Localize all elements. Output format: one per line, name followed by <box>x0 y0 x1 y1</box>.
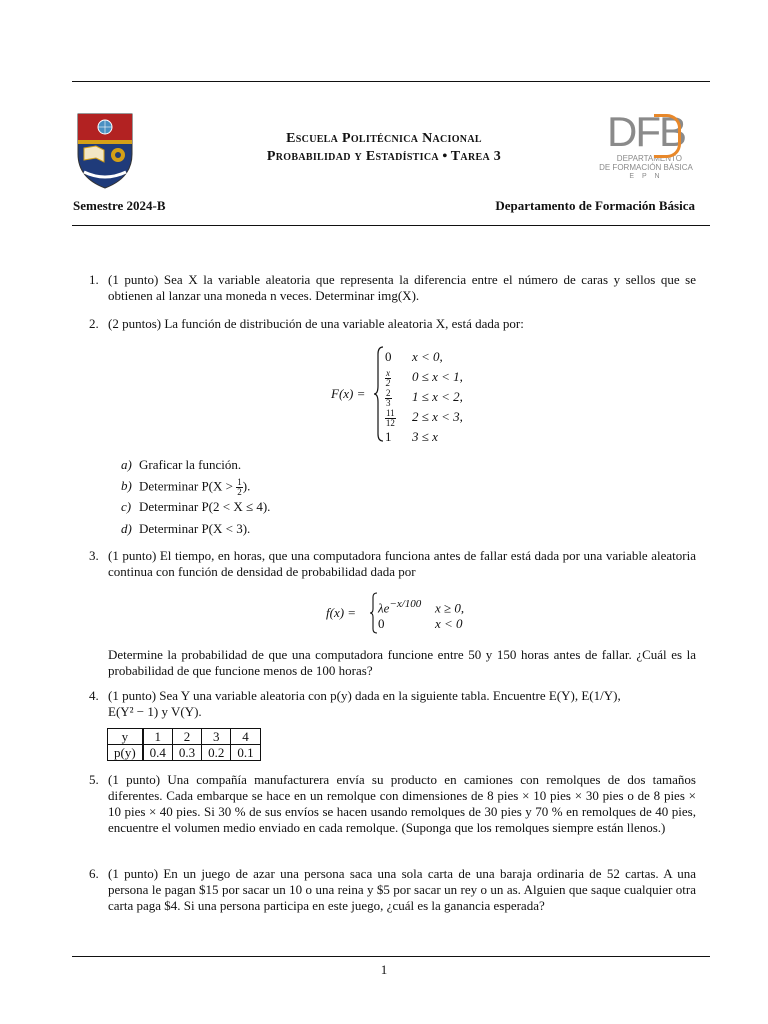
problem-5-text: (1 punto) Una compañía manufacturera envía su producto en camiones con remolques de dos tamaños diferentes. Cada embarque se hace en un remolque con dimensiones de 8 pies × 10 pies × 30 pies o de 8 pies × 10 pies × 40 pies. Si 30 % de sus envíos se hacen usando remolques de 30 pies y 70 % en remolques de 40 pies, encuentre el volumen medio enviado en cada remolque. (Suponga que los remolques siempre están llenos.) <box>108 772 696 835</box>
school-title: Escuela Politécnica Nacional <box>286 131 482 146</box>
page-number: 1 <box>380 962 388 977</box>
table-row: y 1 2 3 4 <box>108 729 261 745</box>
semester-label: Semestre 2024-B <box>73 198 166 213</box>
problem-2b: b) Determinar P(X > $\frac{1}{2}$ ). <box>121 477 251 497</box>
pdf-brace <box>370 592 378 638</box>
problem-3-question: Determine la probabilidad de que una computadora funcione entre 50 y 150 horas antes de fallar. ¿Cuál es la probabilidad de que funcione menos de 100 horas? <box>108 647 696 678</box>
problem-2-text: (2 puntos) La función de distribución de una variable aleatoria X, está dada por: <box>108 316 524 331</box>
department-label: Departamento de Formación Básica <box>495 198 695 213</box>
pdf-lhs: f(x) = <box>326 605 357 620</box>
problem-2c: c) Determinar P(2 < X ≤ 4). <box>121 499 271 514</box>
dfb-logo-line3: E P N <box>629 173 663 180</box>
dfb-logo-line2: DE FORMACIÓN BÁSICA <box>599 163 693 172</box>
problem-2d: d) Determinar P(X < 3). <box>121 521 251 536</box>
header-bottom-rule <box>72 225 710 226</box>
problem-5: 5. (1 punto) Una compañía manufacturera envía su producto en camiones con remolques de dos tamaños diferentes. Cada embarque se hace en un remolque con dimensiones de 8 pies × 10 pies × 30 pies o de 8 pies × 10 pies × 40 pies. Si 30 % de sus envíos se hacen usando remolques de 30 pies y 70 % en remolques de 40 pies, encuentre el volumen medio enviado en cada remolque. (Suponga que los remolques siempre están llenos.) <box>89 772 696 835</box>
dfb-logo <box>596 110 696 184</box>
footer-rule <box>72 956 710 957</box>
problem-6: 6. (1 punto) En un juego de azar una persona saca una sola carta de una baraja ordinaria de 52 cartas. A una persona le pagan $15 por sacar un 10 o una reina y $5 por sacar un rey o un as. Alguien que saque cualquier otra carta paga $4. Si una persona participa en este juego, ¿cuál es la ganancia esperada? <box>89 866 696 913</box>
course-name: Probabilidad y Estadística <box>266 149 439 164</box>
problem-1-text: (1 punto) Sea X la variable aleatoria que representa la diferencia entre el número de caras y sellos que se obtienen al lanzar una moneda n veces. Determinar img(X). <box>108 272 696 303</box>
problem-3-text: (1 punto) El tiempo, en horas, que una computadora funciona antes de fallar está dada por una variable aleatoria continua con función de densidad de probabilidad dada por <box>108 548 696 579</box>
problem-3: 3. (1 punto) El tiempo, en horas, que una computadora funciona antes de fallar está dada por una variable aleatoria continua con función de densidad de probabilidad dada por <box>89 548 696 579</box>
dfb-logo-letters: DFB <box>607 108 685 155</box>
pdf-cases: $\lambda e^{-x/100}$ x ≥ 0, 0 x < 0 <box>378 598 465 631</box>
assignment-name: Tarea 3 <box>450 149 502 164</box>
problem-4-line1: (1 punto) Sea Y una variable aleatoria con p(y) dada en la siguiente tabla. Encuentre E(Y), E(1/Y), <box>108 688 621 703</box>
table-row: p(y) 0.4 0.3 0.2 0.1 <box>108 745 261 761</box>
problem-1: 1. (1 punto) Sea X la variable aleatoria que representa la diferencia entre el número de caras y sellos que se obtienen al lanzar una moneda n veces. Determinar img(X). <box>89 272 696 303</box>
problem-4-line2: E(Y² − 1) y V(Y). <box>108 704 202 719</box>
title-bullet: • <box>442 149 448 164</box>
problem-4: 4. (1 punto) Sea Y una variable aleatoria con p(y) dada en la siguiente tabla. Encuentre E(Y), E(1/Y), E(Y² − 1) y V(Y). <box>91 688 696 720</box>
dfb-logo-line1: DEPARTAMENTO <box>616 154 682 163</box>
cdf-cases: 0 x < 0, $\frac{x}{2}$ 0 ≤ x < 1, $\frac{2}{3}$ 1 ≤ x < 2, $\frac{11}{12}$ 2 ≤ x < 3, 1 3 ≤ x <box>385 349 463 444</box>
top-rule <box>72 81 710 82</box>
cdf-brace <box>374 346 382 442</box>
cdf-lhs: F(x) = <box>331 386 366 401</box>
problem-6-text: (1 punto) En un juego de azar una persona saca una sola carta de una baraja ordinaria de 52 cartas. A una persona le pagan $15 por sacar un 10 o una reina y $5 por sacar un rey o un as. Alguien que saque cualquier otra carta paga $4. Si una persona participa en este juego, ¿cuál es la ganancia esperada? <box>108 866 696 913</box>
problem-2a: a) Graficar la función. <box>121 457 242 472</box>
probability-table <box>107 728 261 761</box>
problem-2: 2. (2 puntos) La función de distribución de una variable aleatoria X, está dada por: <box>91 316 696 332</box>
